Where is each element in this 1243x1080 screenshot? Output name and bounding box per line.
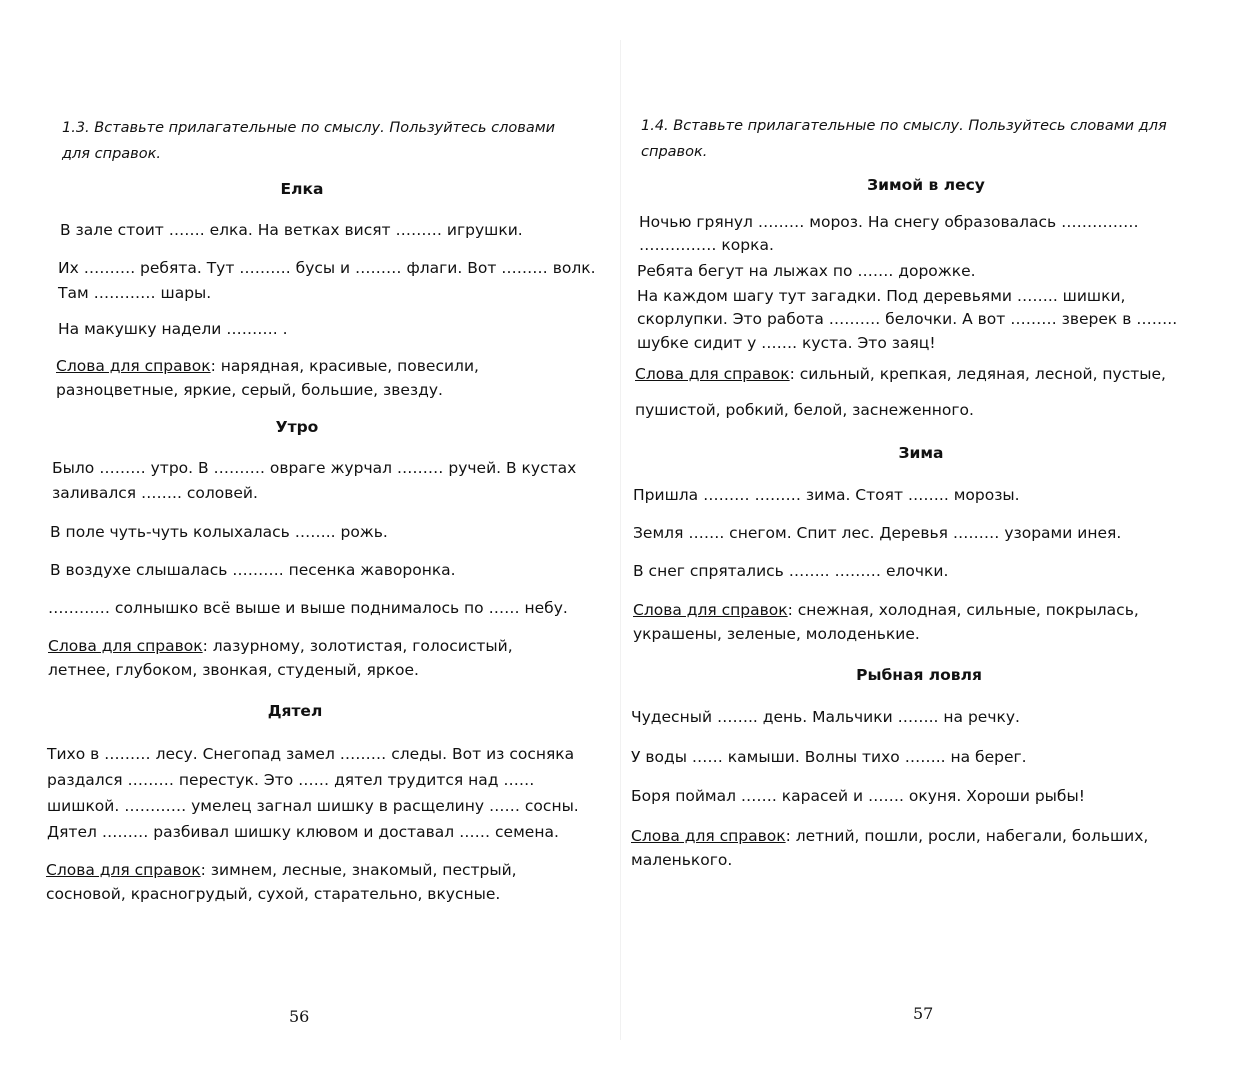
text-line: шишкой. ………… умелец загнал шишку в расщелину …… сосны. [47, 797, 579, 815]
text-line: Там ………… шары. [58, 284, 212, 302]
section-title: Зима [898, 444, 944, 462]
text-line: Было ……… утро. В ………. овраге журчал ……… ручей. В кустах [52, 459, 577, 477]
text-line: Их ………. ребята. Тут ………. бусы и ……… флаги. Вот ……… волк. [58, 259, 596, 277]
text-line: Земля ……. снегом. Спит лес. Деревья ……… узорами инея. [633, 524, 1122, 542]
instruction: 1.4. Вставьте прилагательные по смыслу. Пользуйтесь словами для справок. [641, 118, 1167, 160]
text-line: Чудесный …….. день. Мальчики …….. на речку. [631, 708, 1020, 726]
reference-words [46, 858, 580, 906]
reference-label: Слова для справок [46, 861, 201, 879]
page-number: 57 [913, 1004, 934, 1023]
reference-list: : снежная, холодная, сильные, покрылась, украшены, зеленые, молоденькие. [633, 601, 1139, 643]
section-title: Рыбная ловля [856, 666, 982, 684]
text-line: Боря поймал ……. карасей и ……. окуня. Хороши рыбы! [631, 787, 1085, 805]
right-page [621, 0, 1243, 1080]
text-line: У воды …… камыши. Волны тихо …….. на берег. [631, 748, 1027, 766]
text-line: шубке сидит у ……. куста. Это заяц! [637, 334, 936, 352]
section-title: Дятел [267, 702, 323, 720]
reference-words [633, 598, 1197, 646]
section-title: Утро [275, 418, 319, 436]
page-number: 56 [289, 1007, 310, 1026]
text-line: В воздухе слышалась ………. песенка жаворонка. [50, 561, 456, 579]
reference-words [631, 824, 1197, 872]
reference-label: Слова для справок [635, 365, 790, 383]
reference-label: Слова для справок [56, 357, 211, 375]
text-line: Ночью грянул ……… мороз. На снегу образовалась …………… [639, 213, 1139, 231]
reference-list: : сильный, крепкая, ледяная, лесной, пустые, пушистой, робкий, белой, заснеженного. [635, 365, 1166, 419]
reference-list: : нарядная, красивые, повесили, разноцветные, яркие, серый, большие, звезду. [56, 357, 479, 399]
text-line: …………… корка. [639, 236, 774, 254]
text-line: раздался ……… перестук. Это …… дятел трудится над …… [47, 771, 535, 789]
text-line: Тихо в ……… лесу. Снегопад замел ……… следы. Вот из сосняка [47, 745, 575, 763]
left-page [0, 0, 621, 1080]
text-line: На макушку надели ………. . [58, 320, 288, 338]
reference-list: : зимнем, лесные, знакомый, пестрый, сосновой, красногрудый, сухой, старательно, вкусные. [46, 861, 517, 903]
text-line: На каждом шагу тут загадки. Под деревьями …….. шишки, [637, 287, 1126, 305]
reference-label: Слова для справок [633, 601, 788, 619]
text-line: В поле чуть-чуть колыхалась …….. рожь. [50, 523, 388, 541]
reference-words [48, 634, 580, 682]
reference-list: : лазурному, золотистая, голосистый, летнее, глубоком, звонкая, студеный, яркое. [48, 637, 513, 679]
text-line: скорлупки. Это работа ………. белочки. А вот ……… зверек в …….. [637, 310, 1178, 328]
text-line: В зале стоит ……. елка. На ветках висят ……… игрушки. [60, 221, 523, 239]
text-line: ………… солнышко всё выше и выше поднималось по …… небу. [48, 599, 568, 617]
section-title: Елка [280, 180, 324, 198]
text-line: В снег спрятались …….. ……… елочки. [633, 562, 949, 580]
text-line: Ребята бегут на лыжах по ……. дорожке. [637, 262, 976, 280]
reference-label: Слова для справок [631, 827, 786, 845]
instruction: 1.3. Вставьте прилагательные по смыслу. Пользуйтесь словами для справок. [62, 120, 556, 162]
reference-list: : летний, пошли, росли, набегали, больших, маленького. [631, 827, 1149, 869]
text-line: Дятел ……… разбивал шишку клювом и доставал …… семена. [47, 823, 559, 841]
reference-words [56, 354, 580, 402]
reference-label: Слова для справок [48, 637, 203, 655]
text-line: заливался …….. соловей. [52, 484, 258, 502]
reference-words [635, 356, 1195, 428]
text-line: Пришла ……… ……… зима. Стоят …….. морозы. [633, 486, 1020, 504]
section-title: Зимой в лесу [867, 176, 985, 194]
